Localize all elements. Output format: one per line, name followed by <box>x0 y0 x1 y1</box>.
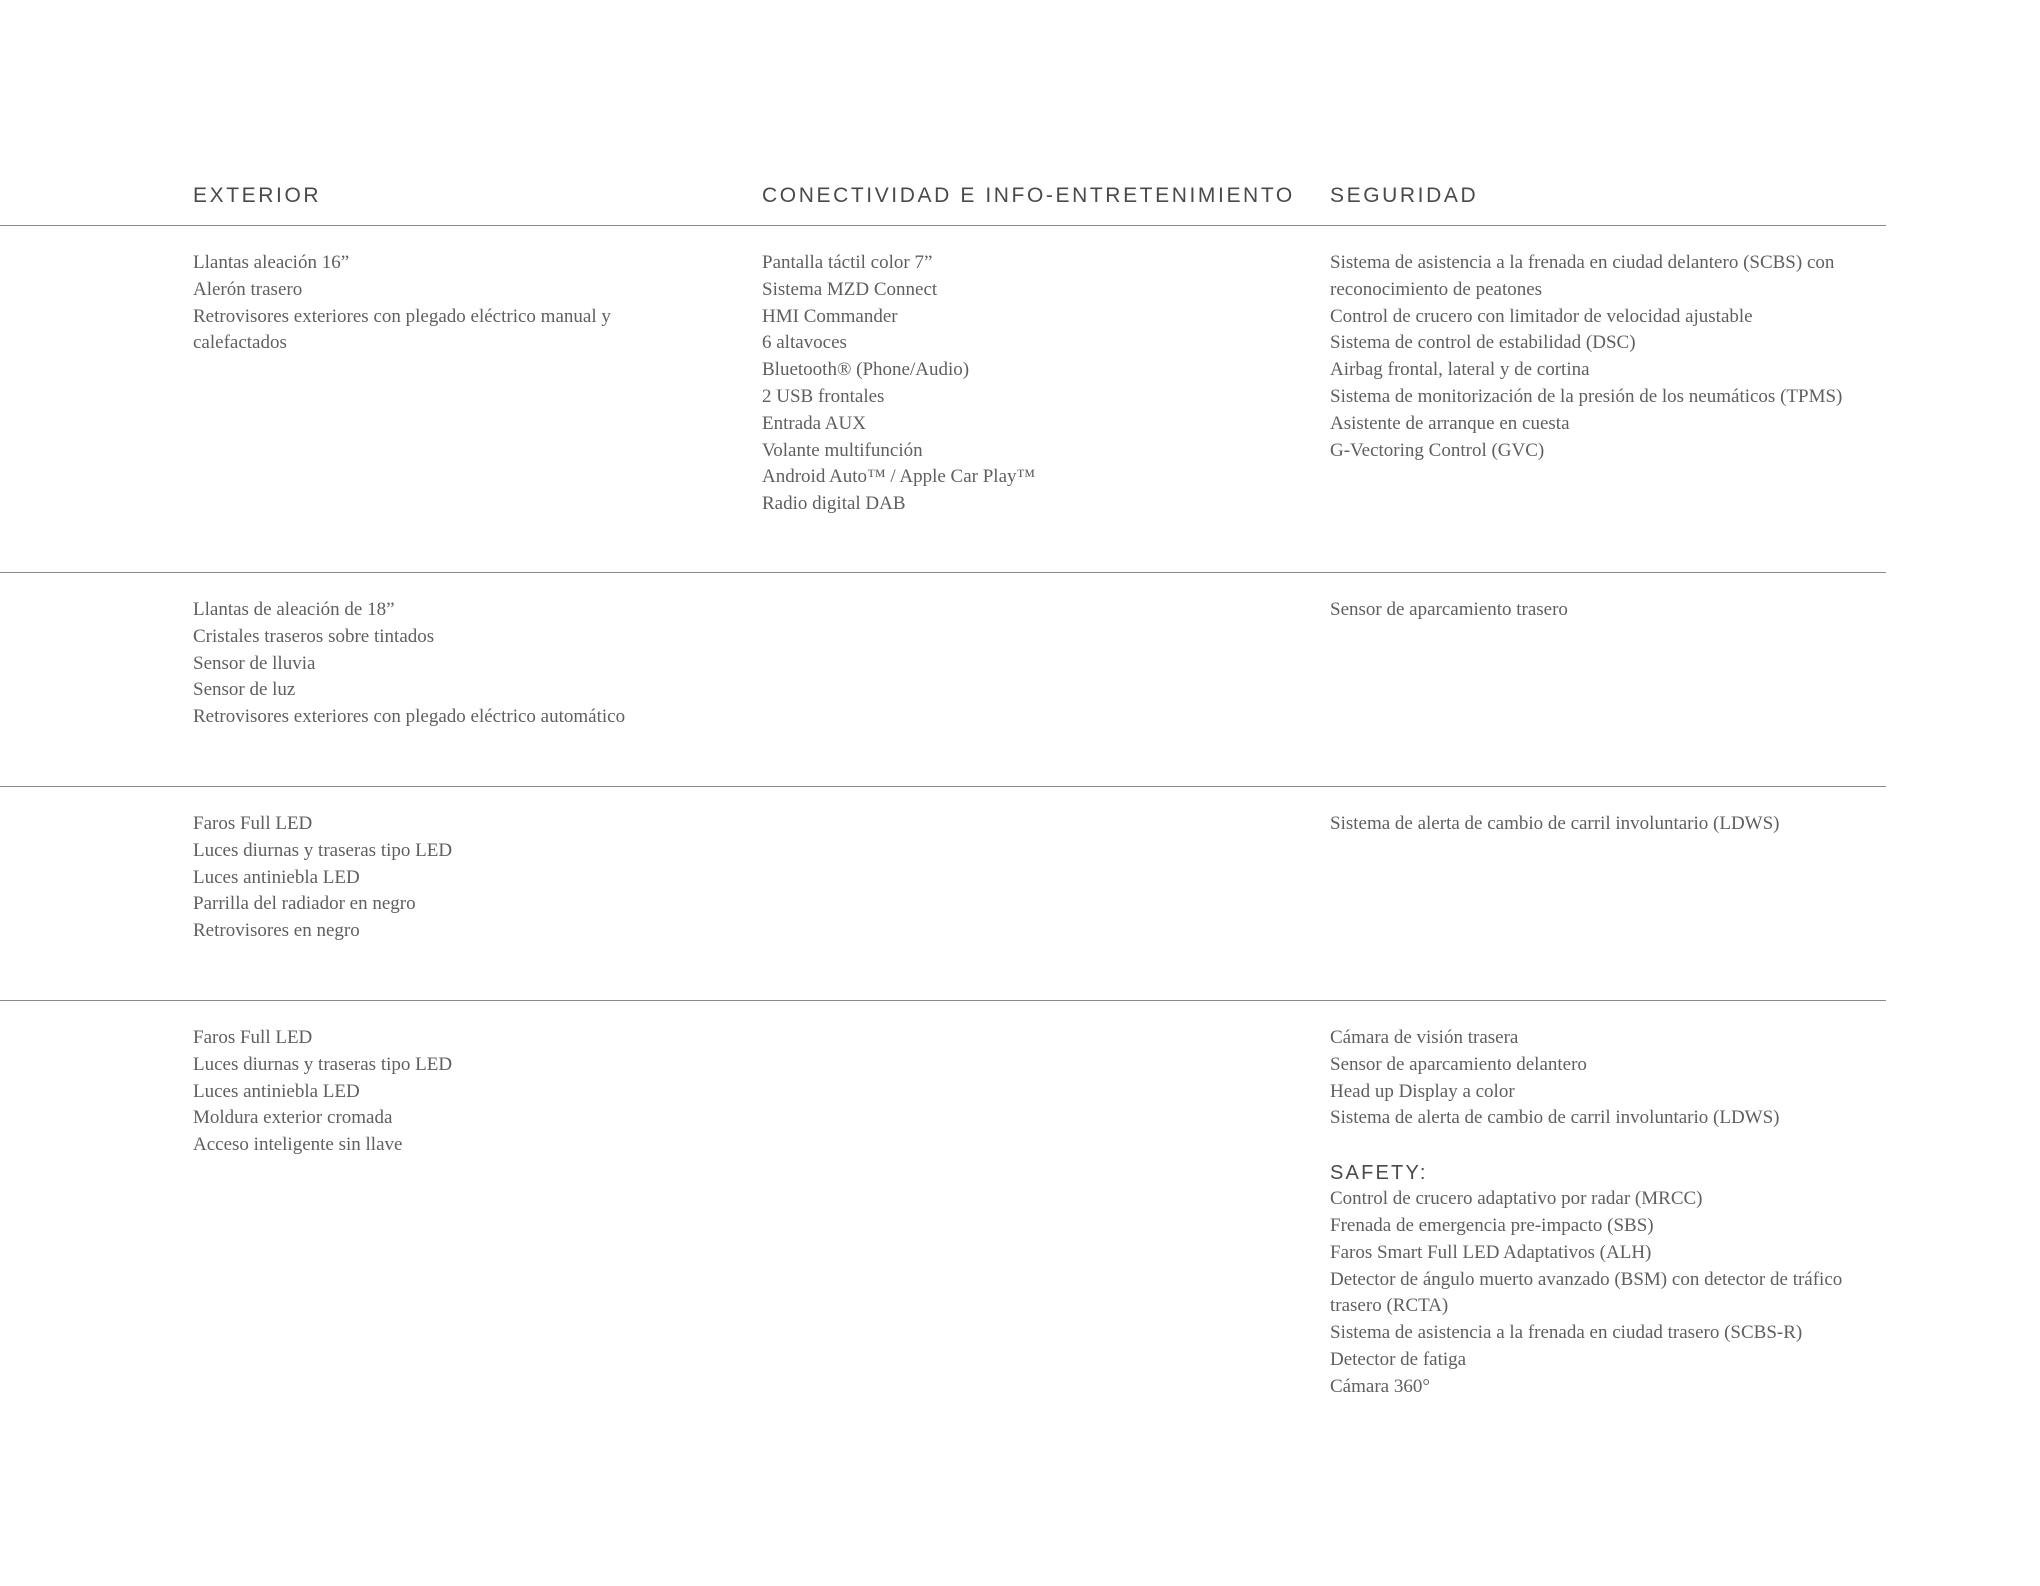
list-item: Control de crucero con limitador de velocidad ajustable <box>1330 305 1753 327</box>
heading-seguridad: SEGURIDAD <box>1330 184 1479 207</box>
list-item: Sensor de aparcamiento trasero <box>1330 599 1568 620</box>
list-item: Llantas aleación 16” <box>193 252 350 273</box>
list-item: Sistema de alerta de cambio de carril involuntario (LDWS) <box>1330 813 1780 834</box>
exterior-list <box>193 597 673 731</box>
list-item: Llantas de aleación de 18” <box>193 599 395 620</box>
seguridad-list <box>1330 1025 1860 1401</box>
exterior-list <box>193 1025 673 1159</box>
list-item: Faros Smart Full LED Adaptativos (ALH) <box>1330 1241 1652 1263</box>
list-item: Sistema de asistencia a la frenada en ciudad delantero (SCBS) con reconocimiento de peatones <box>1330 252 1835 300</box>
divider-line <box>0 786 1886 787</box>
list-item: Cámara 360° <box>1330 1375 1430 1397</box>
list-item: Control de crucero adaptativo por radar (MRCC) <box>1330 1188 1703 1210</box>
list-item: Retrovisores en negro <box>193 920 360 942</box>
list-item: Sistema de asistencia a la frenada en ciudad trasero (SCBS-R) <box>1330 1322 1803 1344</box>
list-item: Frenada de emergencia pre-impacto (SBS) <box>1330 1214 1654 1236</box>
safety-heading: SAFETY: <box>1330 1162 1428 1185</box>
exterior-list <box>193 811 673 945</box>
list-item: Bluetooth® (Phone/Audio) <box>762 359 970 381</box>
list-item: G-Vectoring Control (GVC) <box>1330 439 1545 461</box>
list-item: Faros Full LED <box>193 1027 313 1048</box>
list-item: Sensor de lluvia <box>193 652 316 674</box>
list-item: Sistema de alerta de cambio de carril involuntario (LDWS) <box>1330 1107 1780 1129</box>
list-item: Moldura exterior cromada <box>193 1107 393 1129</box>
list-item: Retrovisores exteriores con plegado eléctrico manual y calefactados <box>193 305 611 354</box>
seguridad-list <box>1330 811 1860 838</box>
exterior-list <box>193 250 673 357</box>
list-item: Luces antiniebla LED <box>193 1080 360 1102</box>
seguridad-list <box>1330 597 1860 624</box>
heading-exterior: EXTERIOR <box>193 184 322 207</box>
heading-conectividad: CONECTIVIDAD E INFO-ENTRETENIMIENTO <box>762 184 1295 207</box>
divider-line <box>0 572 1886 573</box>
list-item: Volante multifunción <box>762 439 923 461</box>
list-item: Detector de ángulo muerto avanzado (BSM) con detector de tráfico trasero (RCTA) <box>1330 1268 1843 1317</box>
list-item: Luces diurnas y traseras tipo LED <box>193 839 453 861</box>
list-item: Luces diurnas y traseras tipo LED <box>193 1053 453 1075</box>
list-item: Sistema MZD Connect <box>762 278 938 300</box>
list-item: Luces antiniebla LED <box>193 866 360 888</box>
conectividad-list <box>762 250 1242 518</box>
list-item: 2 USB frontales <box>762 385 885 407</box>
list-item: Pantalla táctil color 7” <box>762 252 933 273</box>
list-item: 6 altavoces <box>762 332 847 354</box>
list-item: Acceso inteligente sin llave <box>193 1134 403 1156</box>
list-item: Radio digital DAB <box>762 493 906 515</box>
list-item: Cristales traseros sobre tintados <box>193 625 435 647</box>
list-item: Airbag frontal, lateral y de cortina <box>1330 359 1590 381</box>
seguridad-list <box>1330 250 1860 464</box>
list-item: Alerón trasero <box>193 278 303 300</box>
list-item: Parrilla del radiador en negro <box>193 893 416 915</box>
list-item: Sistema de monitorización de la presión de los neumáticos (TPMS) <box>1330 385 1843 407</box>
safety-list <box>1330 1186 1860 1400</box>
list-item: Head up Display a color <box>1330 1080 1515 1102</box>
list-item: Retrovisores exteriores con plegado eléctrico automático <box>193 706 626 728</box>
column-header-row <box>0 184 1886 224</box>
list-item: Sensor de aparcamiento delantero <box>1330 1053 1587 1075</box>
list-item: Sistema de control de estabilidad (DSC) <box>1330 332 1636 354</box>
list-item: Android Auto™ / Apple Car Play™ <box>762 466 1036 488</box>
list-item: HMI Commander <box>762 305 898 327</box>
divider-line <box>0 1000 1886 1001</box>
divider-line <box>0 225 1886 226</box>
list-item: Sensor de luz <box>193 679 296 701</box>
list-item: Entrada AUX <box>762 412 866 434</box>
list-item: Asistente de arranque en cuesta <box>1330 412 1570 434</box>
list-item: Cámara de visión trasera <box>1330 1027 1519 1048</box>
list-item: Detector de fatiga <box>1330 1348 1467 1370</box>
list-item: Faros Full LED <box>193 813 313 834</box>
